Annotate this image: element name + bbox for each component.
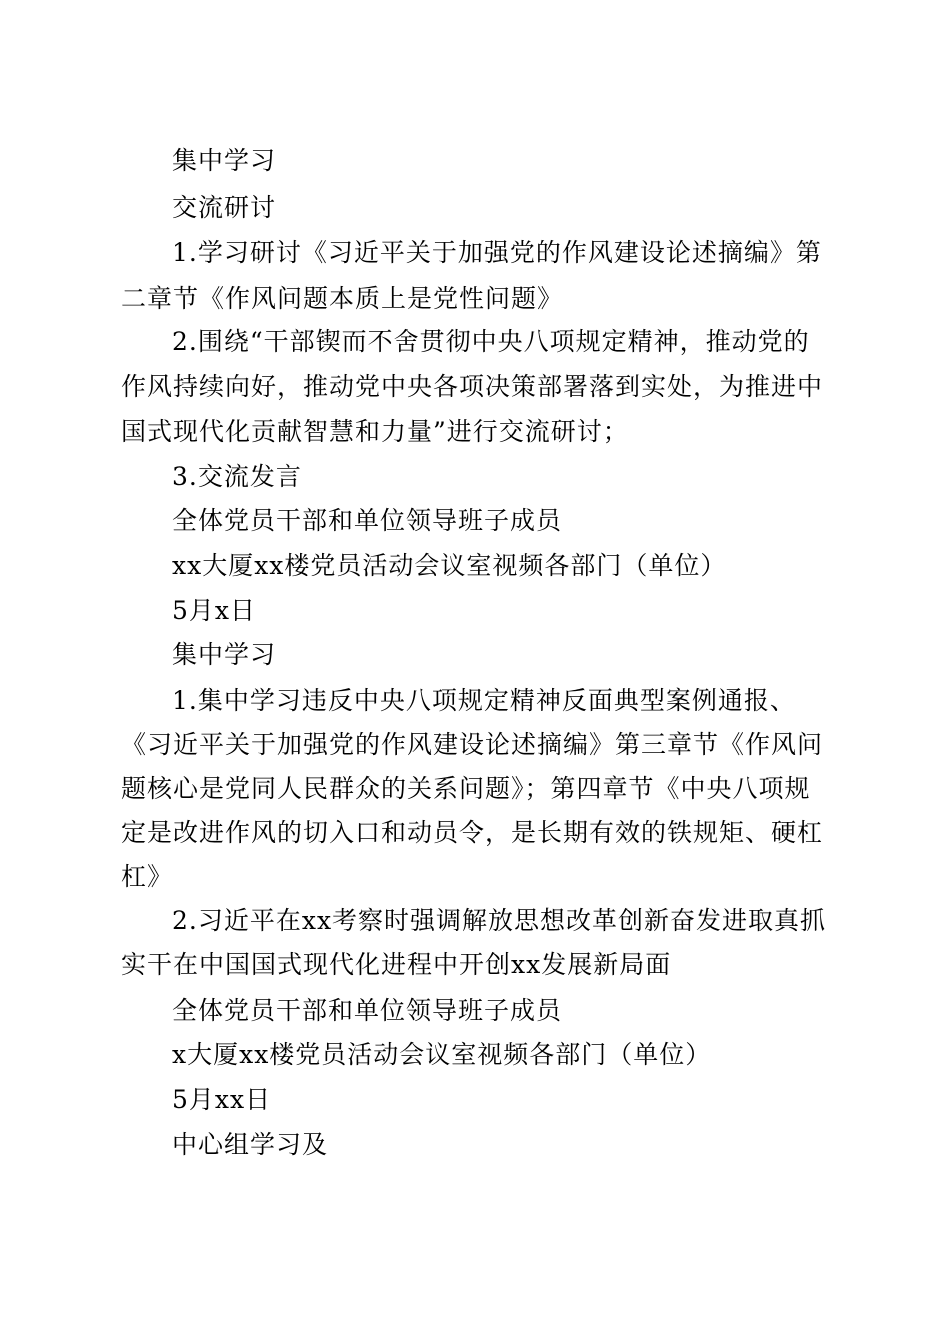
text-line: 《习近平关于加强党的作风建设论述摘编》第三章节《作风问 <box>121 730 824 759</box>
text-line: 3.交流发言 <box>172 462 302 491</box>
text-line: 集中学习 <box>172 640 277 669</box>
text-line: 1.集中学习违反中央八项规定精神反面典型案例通报、 <box>172 686 796 715</box>
text-line: 交流研讨 <box>172 193 277 222</box>
text-line: 5月xx日 <box>172 1085 272 1114</box>
text-line: 杠》 <box>121 862 174 891</box>
text-line: 作风持续向好，推动党中央各项决策部署落到实处，为推进中 <box>121 372 824 401</box>
text-line: x大厦xx楼党员活动会议室视频各部门（单位） <box>172 1040 712 1069</box>
text-line: 集中学习 <box>172 146 277 175</box>
text-line: 2.习近平在xx考察时强调解放思想改革创新奋发进取真抓 <box>172 906 827 935</box>
text-line: 定是改进作风的切入口和动员令，是长期有效的铁规矩、硬杠 <box>121 818 824 847</box>
text-line: 题核心是党同人民群众的关系问题》；第四章节《中央八项规 <box>121 774 811 803</box>
text-line: 实干在中国国式现代化进程中开创xx发展新局面 <box>121 950 672 979</box>
text-line: 5月x日 <box>172 596 257 625</box>
text-line: 中心组学习及 <box>172 1130 329 1159</box>
text-line: 1.学习研讨《习近平关于加强党的作风建设论述摘编》第 <box>172 238 822 267</box>
text-line: 二章节《作风问题本质上是党性问题》 <box>121 284 564 313</box>
text-line: 全体党员干部和单位领导班子成员 <box>172 506 563 535</box>
text-line: 全体党员干部和单位领导班子成员 <box>172 996 563 1025</box>
text-line: 2.围绕“干部锲而不舍贯彻中央八项规定精神，推动党的 <box>172 327 810 356</box>
text-line: xx大厦xx楼党员活动会议室视频各部门（单位） <box>172 551 727 580</box>
text-line: 国式现代化贡献智慧和力量”进行交流研讨； <box>121 417 629 446</box>
